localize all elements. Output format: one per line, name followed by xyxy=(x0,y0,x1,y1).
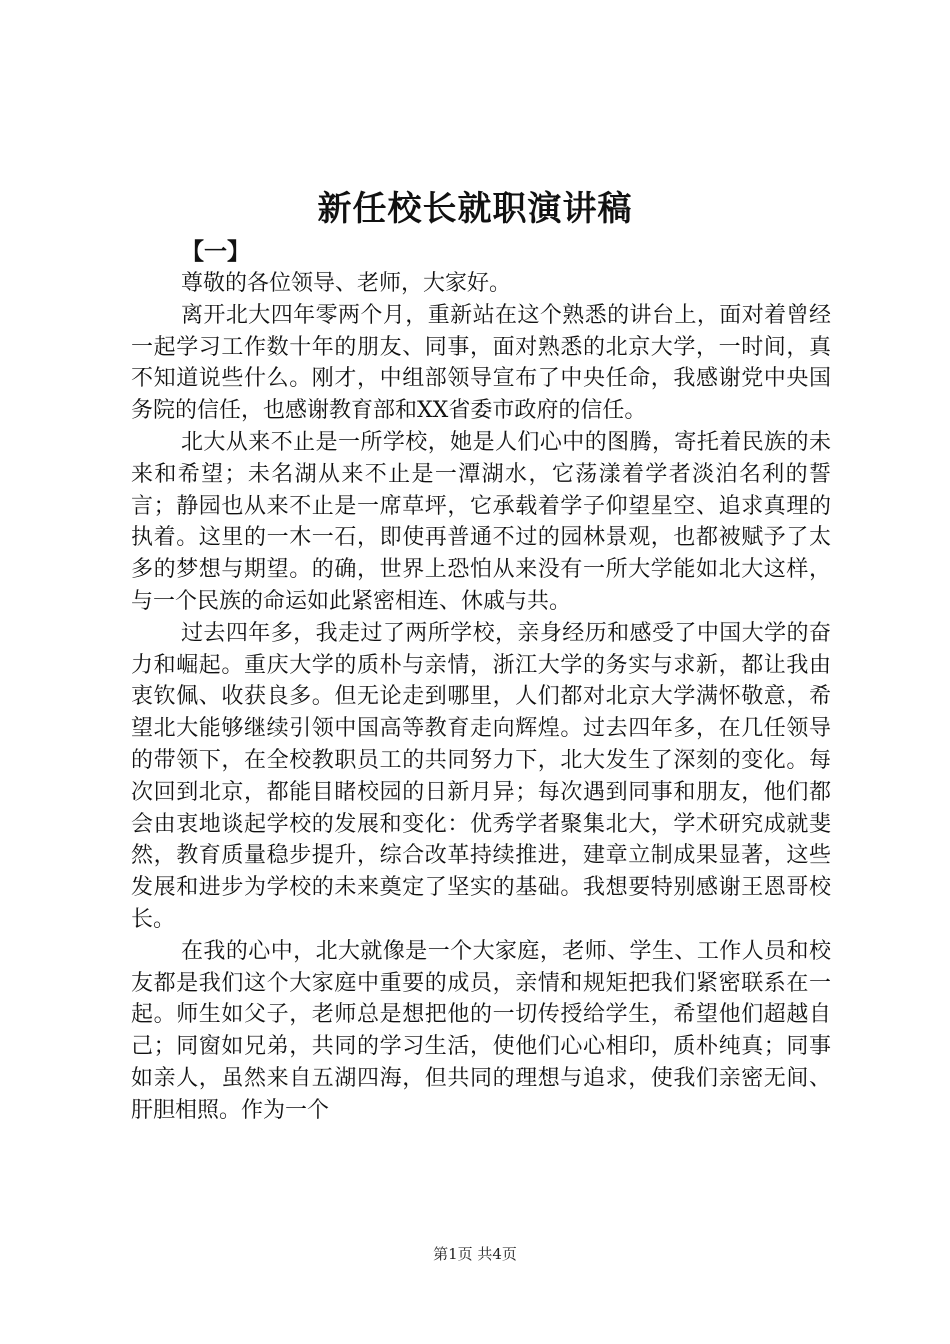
paragraph-2: 北大从来不止是一所学校，她是人们心中的图腾，寄托着民族的未来和希望；未名湖从来不止是一潭湖水，它荡漾着学者淡泊名利的誓言；静园也从来不止是一席草坪，它承载着学子仰望星空、追求真理的执着。这里的一木一石，即使再普通不过的园林景观，也都被赋予了太多的梦想与期望。的确，世界上恐怕从来没有一所大学能如北大这样，与一个民族的命运如此紧密相连、休戚与共。 xyxy=(131,429,831,614)
section-marker: 【一】 xyxy=(181,238,250,265)
document-title: 新任校长就职演讲稿 xyxy=(317,189,633,229)
paragraph-greeting: 尊敬的各位领导、老师，大家好。 xyxy=(181,271,512,296)
paragraph-3: 过去四年多，我走过了两所学校，亲身经历和感受了中国大学的奋力和崛起。重庆大学的质朴与亲情，浙江大学的务实与求新，都让我由衷钦佩、收获良多。但无论走到哪里，人们都对北京大学满怀敬意，希望北大能够继续引领中国高等教育走向辉煌。过去四年多，在几任领导的带领下，在全校教职员工的共同努力下，北大发生了深刻的变化。每次回到北京，都能目睹校园的日新月异；每次遇到同事和朋友，他们都会由衷地谈起学校的发展和变化：优秀学者聚集北大，学术研究成就斐然，教育质量稳步提升，综合改革持续推进，建章立制成果显著，这些发展和进步为学校的未来奠定了坚实的基础。我想要特别感谢王恩哥校长。 xyxy=(131,620,831,932)
paragraph-1: 离开北大四年零两个月，重新站在这个熟悉的讲台上，面对着曾经一起学习工作数十年的朋友、同事，面对熟悉的北京大学，一时间，真不知道说些什么。刚才，中组部领导宣布了中央任命，我感谢党中央国务院的信任，也感谢教育部和XX省委市政府的信任。 xyxy=(131,302,831,424)
paragraph-4: 在我的心中，北大就像是一个大家庭，老师、学生、工作人员和校友都是我们这个大家庭中重要的成员，亲情和规矩把我们紧密联系在一起。师生如父子，老师总是想把他的一切传授给学生，希望他们超越自己；同窗如兄弟，共同的学习生活，使他们心心相印，质朴纯真；同事如亲人，虽然来自五湖四海，但共同的理想与追求，使我们亲密无间、肝胆相照。作为一个 xyxy=(131,938,831,1123)
page-footer: 第1页 共4页 xyxy=(433,1245,517,1263)
document-body xyxy=(131,236,831,1127)
